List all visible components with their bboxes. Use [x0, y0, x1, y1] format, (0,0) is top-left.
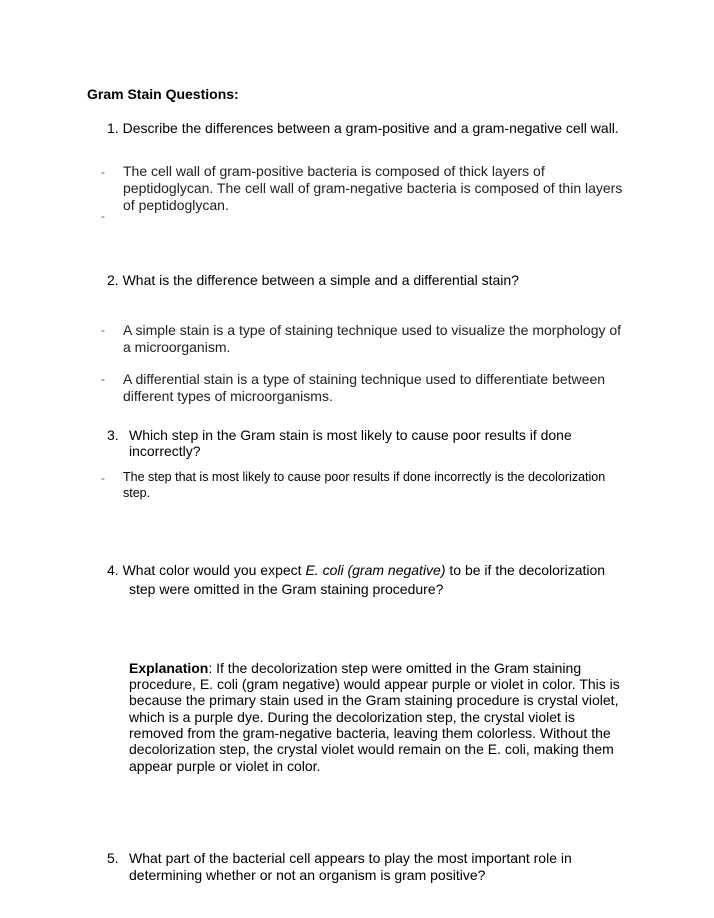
question-1-number: 1.: [107, 120, 119, 136]
question-4-line-1: [107, 562, 605, 579]
question-3-number: 3.: [107, 427, 119, 443]
answer-1-line-1: The cell wall of gram-positive bacteria is composed of thick layers of: [123, 163, 545, 179]
bullet-dash: -: [101, 372, 105, 386]
question-2-number: 2.: [107, 272, 119, 288]
explanation-line-2: procedure, E. coli (gram negative) would appear purple or violet in color. This is: [129, 676, 620, 692]
explanation-label: Explanation: [129, 660, 209, 676]
answer-2a-line-1: A simple stain is a type of staining technique used to visualize the morphology of: [123, 322, 622, 338]
answer-1-line-2: peptidoglycan. The cell wall of gram-negative bacteria is composed of thin layers: [123, 180, 623, 196]
explanation-line-7: appear purple or violet in color.: [129, 758, 321, 774]
question-4-text-start: What color would you expect: [122, 562, 306, 578]
question-4-number: 4.: [107, 562, 119, 578]
question-5-line-1: What part of the bacterial cell appears to play the most important role in: [129, 850, 572, 866]
bullet-dash: -: [101, 471, 105, 485]
explanation-line-6: decolorization step, the crystal violet would remain on the E. coli, making them: [129, 741, 614, 757]
bullet-dash: -: [101, 323, 105, 337]
answer-2b-line-1: A differential stain is a type of staining technique used to differentiate between: [123, 371, 606, 387]
question-1: [107, 120, 619, 137]
question-4-text-end: to be if the decolorization: [445, 562, 606, 578]
question-1-text: Describe the differences between a gram-positive and a gram-negative cell wall.: [122, 120, 619, 136]
question-4-line-2: step were omitted in the Gram staining procedure?: [129, 581, 444, 597]
question-2-text: What is the difference between a simple and a differential stain?: [122, 272, 519, 288]
question-3-line-1: Which step in the Gram stain is most likely to cause poor results if done: [129, 427, 572, 443]
question-2: [107, 272, 519, 289]
answer-1-line-3: of peptidoglycan.: [123, 197, 229, 213]
explanation-line-4: which is a purple dye. During the decolorization step, the crystal violet is: [129, 709, 575, 725]
explanation-line-5: removed from the gram-negative bacteria, leaving them colorless. Without the: [129, 725, 611, 741]
bullet-dash: -: [101, 165, 105, 179]
question-5-number: 5.: [107, 850, 119, 866]
page-title: Gram Stain Questions:: [87, 86, 239, 102]
answer-3-line-2: step.: [123, 486, 151, 500]
question-4-italic: E. coli (gram negative): [305, 562, 446, 578]
question-3-line-2: incorrectly?: [129, 443, 201, 459]
answer-2a-line-2: a microorganism.: [123, 339, 231, 355]
question-5-line-2: determining whether or not an organism is gram positive?: [129, 867, 486, 883]
explanation-line-3: because the primary stain used in the Gram staining procedure is crystal violet,: [129, 692, 619, 708]
answer-3-line-1: The step that is most likely to cause poor results if done incorrectly is the decolorization: [123, 470, 606, 484]
explanation-line-1: Explanation: If the decolorization step were omitted in the Gram staining: [129, 660, 582, 676]
bullet-dash: -: [101, 209, 105, 223]
answer-2b-line-2: different types of microorganisms.: [123, 388, 333, 404]
